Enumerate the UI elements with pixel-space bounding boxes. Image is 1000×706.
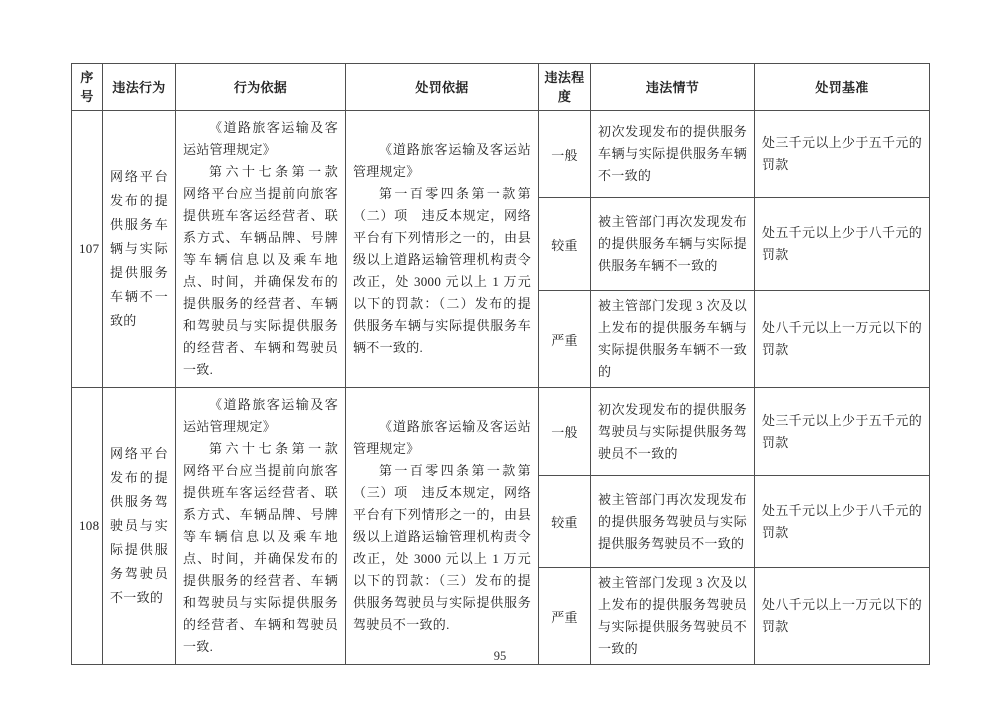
cell-circumstance: 被主管部门发现 3 次及以上发布的提供服务驾驶员与实际提供服务驾驶员不一致的	[591, 568, 755, 665]
cell-degree: 严重	[539, 568, 591, 665]
cell-penalty-standard: 处八千元以上一万元以下的罚款	[755, 291, 930, 388]
table-row	[72, 388, 930, 476]
cell-penalty-standard: 处三千元以上少于五千元的罚款	[755, 388, 930, 476]
act-basis-title: 《道路旅客运输及客运站管理规定》	[183, 397, 338, 434]
penalty-basis-title: 《道路旅客运输及客运站管理规定》	[353, 419, 531, 456]
cell-circumstance: 初次发现发布的提供服务车辆与实际提供服务车辆不一致的	[591, 111, 755, 198]
header-illegal-act: 违法行为	[103, 64, 176, 111]
cell-degree: 一般	[539, 388, 591, 476]
cell-penalty-standard: 处八千元以上一万元以下的罚款	[755, 568, 930, 665]
act-basis-body: 第六十七条第一款 网络平台应当提前向旅客提供班车客运经营者、联系方式、车辆品牌、号牌等车辆信息以及乘车地点、时间，并确保发布的提供服务的经营者、车辆和驾驶员与实际提供服务的经营者、车辆和驾驶员一致.	[183, 441, 352, 654]
header-violation-circumstance: 违法情节	[591, 64, 755, 111]
header-act-basis: 行为依据	[176, 64, 346, 111]
penalty-basis-body: 第一百零四条第一款第（三）项 违反本规定，网络平台有下列情形之一的，由县级以上道路运输管理机构责令改正，处 3000 元以上 1 万元以下的罚款：（三）发布的提供服务驾驶员与实际提供服务驾驶员不一致的.	[353, 463, 531, 632]
cell-act-basis	[176, 111, 352, 388]
cell-degree: 严重	[539, 291, 591, 388]
cell-circumstance: 被主管部门发现 3 次及以上发布的提供服务车辆与实际提供服务车辆不一致的	[591, 291, 755, 388]
cell-circumstance: 被主管部门再次发现发布的提供服务驾驶员与实际提供服务驾驶员不一致的	[591, 476, 755, 568]
header-penalty-basis: 处罚依据	[346, 64, 539, 111]
cell-penalty-standard: 处三千元以上少于五千元的罚款	[755, 111, 930, 198]
cell-seq-no: 108	[72, 388, 103, 665]
cell-circumstance: 被主管部门再次发现发布的提供服务车辆与实际提供服务车辆不一致的	[591, 198, 755, 291]
page-number: 95	[493, 649, 507, 663]
cell-circumstance: 初次发现发布的提供服务驾驶员与实际提供服务驾驶员不一致的	[591, 388, 755, 476]
penalty-basis-title: 《道路旅客运输及客运站管理规定》	[353, 142, 531, 179]
act-basis-title: 《道路旅客运输及客运站管理规定》	[183, 120, 338, 157]
table-row	[72, 111, 930, 198]
cell-penalty-standard: 处五千元以上少于八千元的罚款	[755, 198, 930, 291]
act-basis-body: 第六十七条第一款 网络平台应当提前向旅客提供班车客运经营者、联系方式、车辆品牌、号牌等车辆信息以及乘车地点、时间，并确保发布的提供服务的经营者、车辆和驾驶员与实际提供服务的经营者、车辆和驾驶员一致.	[183, 164, 352, 377]
cell-penalty-basis	[346, 111, 539, 388]
table-header-row	[72, 64, 930, 111]
cell-penalty-standard: 处五千元以上少于八千元的罚款	[755, 476, 930, 568]
cell-degree: 较重	[539, 198, 591, 291]
header-penalty-standard: 处罚基准	[755, 64, 930, 111]
cell-degree: 较重	[539, 476, 591, 568]
header-seq-no: 序号	[72, 64, 103, 111]
penalty-basis-body: 第一百零四条第一款第（二）项 违反本规定，网络平台有下列情形之一的，由县级以上道路运输管理机构责令改正，处 3000 元以上 1 万元以下的罚款：（二）发布的提供服务车辆与实际提供服务车辆不一致的.	[353, 186, 531, 355]
penalty-standards-table	[71, 63, 930, 665]
cell-degree: 一般	[539, 111, 591, 198]
cell-act-basis	[176, 388, 352, 665]
cell-illegal-act: 网络平台发布的提供服务车辆与实际提供服务车辆不一致的	[103, 111, 176, 388]
cell-seq-no: 107	[72, 111, 103, 388]
cell-illegal-act: 网络平台发布的提供服务驾驶员与实际提供服务驾驶员不一致的	[103, 388, 176, 665]
header-violation-degree: 违法程度	[539, 64, 591, 111]
cell-penalty-basis	[346, 388, 539, 665]
